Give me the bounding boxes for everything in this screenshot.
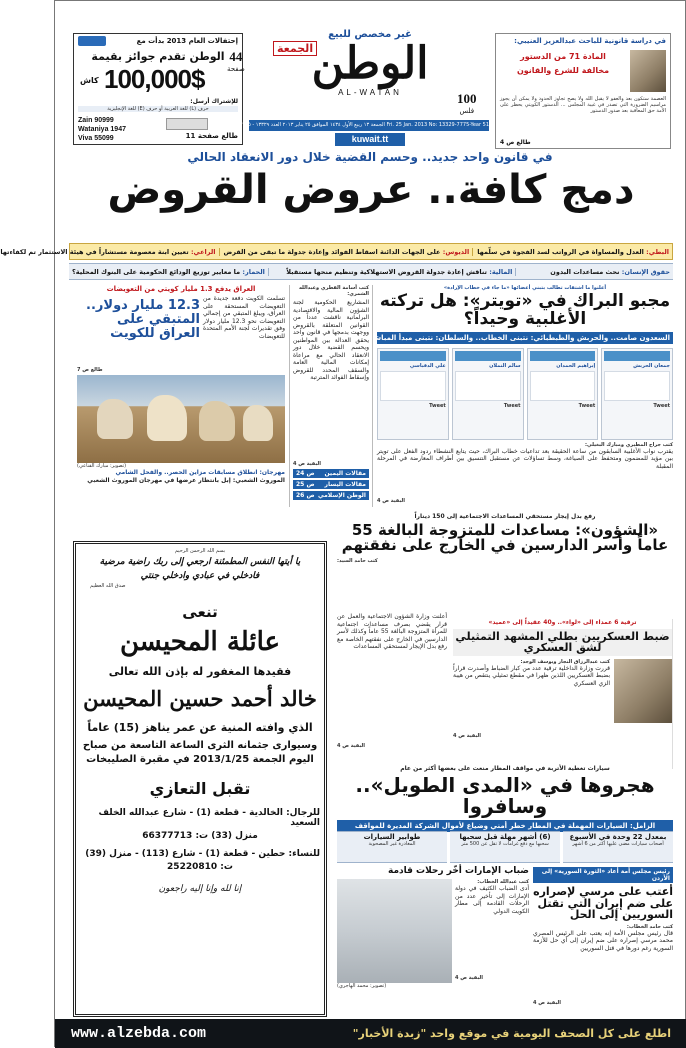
- emirates-story: [337, 867, 529, 1017]
- obit-condolence: تقبل التعازي: [149, 779, 251, 798]
- airport-kicker: سيارات تغطية الأتربة في مواقف المطار منعت على بعضها أكثر من عام: [400, 765, 610, 772]
- lead-headline: دمج كافة.. عروض القروض: [107, 167, 635, 213]
- strip1-item: الديوس: على الجهات الدائنة اسقاط الفوائد وإعادة جدولة ما تبقى من القرض: [224, 248, 474, 256]
- morsi-story: [533, 867, 673, 1017]
- airport-story: [337, 765, 673, 829]
- teaser-box: [495, 33, 671, 149]
- military-more[interactable]: البقية ص 4: [453, 732, 481, 739]
- ad-numbers: [78, 116, 126, 143]
- tweets-row: [377, 348, 673, 440]
- tweet-card: إبراهيم الحمدان Tweet: [527, 348, 599, 440]
- strip2-item: المالية: تناقش إعادة جدولة القروض الاستهلاكية وتنظيم منحها مستقبلاً: [273, 268, 516, 276]
- day-badge: الجمعة: [273, 41, 317, 56]
- middle-column: [289, 285, 373, 507]
- camels-photo: [77, 375, 285, 463]
- iraq-headline: 12.3 مليار دولار.. المتبقي على العراق للكويت: [86, 298, 200, 341]
- obit-age: الذي وافته المنية عن عمر يناهز (15) عاماً: [87, 721, 313, 734]
- military-content: [453, 659, 672, 739]
- military-caption: كتب عبدالرزاق النجار ويوسف الوجد:: [520, 658, 610, 665]
- airport-bar: الزامل: السيارات المهملة في المطار خطر أمني وضياع لأموال الشركة المديرة للمواقف: [337, 820, 673, 832]
- ad-more: طالع صفحة 11: [185, 132, 238, 140]
- iraq-body: تسلمت الكويت دفعة جديدة من التعويضات المستحقة على العراق، ويبلغ المتبقي من إجمالي التعويضات نحو 12.3 مليار دولار وفق تقديرات لجنة الأمم المتحدة للتعويضات: [203, 295, 285, 340]
- section-link[interactable]: مقالات اليمين ص 24: [293, 469, 369, 478]
- pages-count: 44 صفحة: [227, 49, 245, 73]
- military-body: قررت وزارة الداخلية ترقية عدد من كبار الضباط وأصدرت قراراً بضبط العسكريين اللذين ظهرا في مقطع تمثيلي ينتقص من هيبة الزي العسكري: [453, 664, 610, 687]
- barrak-caption: كتب جراح المطيري ومبارك البغيلي:: [585, 441, 673, 448]
- military-photo: [614, 659, 672, 723]
- teaser-line1: المادة 71 من الدستور: [520, 52, 606, 61]
- footer-url[interactable]: www.alzebda.com: [71, 1025, 207, 1042]
- obituary-box: [73, 541, 327, 1017]
- photo-caption: مهرجان: انطلاق مسابقات مزاين الحصر.. والفحل الشامي: [115, 469, 285, 477]
- iraq-top: [77, 295, 285, 367]
- price: 100 فلس: [457, 91, 477, 115]
- twitter-header-icon: [455, 351, 521, 361]
- strip2-item: حقوق الإنسان: نحث مساعدات البدون: [550, 267, 670, 276]
- emirates-photo-credit: (تصوير: محمد الهاجري): [337, 983, 387, 990]
- emirates-more[interactable]: البقية ص 4: [455, 975, 483, 982]
- obit-burial-2: اليوم الجمعة 2013/1/25 في مقبرة الصليبخات: [86, 754, 314, 765]
- ad-sub1: للإشتراك أرسل:: [190, 98, 238, 105]
- iraq-kicker: العراق يدفع 1.3 مليار كويتي من التعويضات: [106, 285, 256, 293]
- teaser-line2: مخالفة للشرع والقانون: [516, 66, 610, 75]
- obit-verse-ref: صدق الله العظيم: [90, 583, 126, 589]
- fog-photo: [337, 879, 452, 983]
- morsi-body: قال رئيس مجلس الأمة إنه يعتب على الرئيس المصري محمد مرسي إصراره على ضم إيران إلى أي حل للأزمة السورية رغم دورها في قتل السوريين: [533, 929, 673, 952]
- emirates-body: أدى الضباب الكثيف في دولة الإمارات إلى تأخير عدد من الرحلات القادمة إلى مطار الكويت الدولي: [455, 885, 529, 915]
- teaser-more[interactable]: طالع ص 4: [500, 139, 531, 146]
- ad-number-zain: Zain 90999: [78, 117, 114, 124]
- airport-item: (6) أشهر مهلة قبل سحبها سحبها مع دفع غرامات لا تقل عن 500 متر: [450, 831, 560, 863]
- middle-body: المشاريع الحكومية لجنة الشؤون المالية والاقتصادية البرلمانية ناقشت عدداً من القوانين المتعلقة بالقروض ووجهت بدمجها في قانون واحد يحقق العدالة بين المواطنين ويحسم القضية خلال دور الانعقاد الحالي مع مراعاة إمكانات المالية العامة والسقف المحدد للقروض وإسقاط الفوائد المترتبة: [293, 299, 369, 381]
- obit-closing: إنا لله وإنا إليه راجعون: [158, 884, 242, 894]
- photo-caption-2: الموروث الشعبي: إبل بانتظار عرضها في مهرجان الموروث الشعبي: [87, 476, 285, 484]
- twitter-header-icon: [604, 351, 670, 361]
- airport-item: بمعدل 22 وحدة في الأسبوع أصحاب سيارات مضى عليها أكثر من 6 أشهر: [563, 831, 673, 863]
- section-links: [293, 469, 369, 500]
- strip-quotes-2: [69, 263, 673, 280]
- footer-banner[interactable]: [55, 1019, 686, 1048]
- ad-number-viva: Viva 55099: [78, 135, 114, 143]
- social-more[interactable]: البقية ص 4: [337, 743, 365, 749]
- morsi-caption: كتب حامد الخطاب:: [626, 923, 673, 930]
- barrak-kicker: أعلنوا ما اشتقات تطالب بتبني أعضائها «ما جاء في خطاب الإرادة»: [443, 285, 607, 291]
- morsi-kicker: رئيس مجلس أمة أعاد «الثورة السورية» إلى الأردن: [533, 867, 673, 883]
- emirates-kicker: ضباب الإمارات أخّر رحلات قادمة: [387, 866, 529, 876]
- ad-product-icon: [166, 118, 208, 130]
- footer-tagline: اطلع على كل الصحف اليومية في موقع واحد "زبدة الأخبار": [352, 1027, 671, 1040]
- masthead-url[interactable]: kuwait.tt: [335, 133, 405, 146]
- morsi-more[interactable]: البقية ص 4: [533, 999, 561, 1006]
- social-kicker: رفع بدل إيجار مستحقي المساعدات الاجتماعية إلى 150 ديناراً: [414, 513, 596, 520]
- ad-sub2: حرف (L) للغة العربية أو حرف (E) للغة الإنجليزية: [78, 106, 238, 112]
- ad-line1: الوطن تقدم جوائز بقيمة: [91, 50, 225, 63]
- middle-author: كتب أسامة القطري وعبدالله الشمري:: [299, 285, 369, 297]
- military-headline: ضبط العسكريين بطلي المشهد التمثيلي لشق العسكري: [453, 629, 672, 656]
- section-link[interactable]: الوطن الإسلامي ص 26: [293, 491, 369, 500]
- barrak-bar: السعدون صامت.. والحربش والطبطبائي: نتبنى الخطاب.. والسلطان: نتبنى مبدأ المباشرة فيه: [377, 332, 673, 344]
- social-body: أعلنت وزارة الشؤون الاجتماعية والعمل عن قرار يقضي بصرف مساعدات اجتماعية للمرأة المتزوجة البالغة 55 عاماً وكذلك لأسر الدارسين في الخارج على نفقتهم الخاصة مع رفع بدل الإيجار لمستحقي المساعدات: [337, 613, 447, 650]
- obit-family: عائلة المحيسن: [119, 627, 281, 657]
- iraq-more[interactable]: طالع ص 7: [77, 367, 103, 374]
- masthead-tagline: غير مخصص للبيع: [328, 29, 412, 40]
- strip2-item: الحمار: ما معايير توزيع الودائع الحكومية على البنوك المحلية؟: [72, 268, 269, 276]
- camel-shape: [97, 399, 133, 439]
- ad-top: إحتفالات العام 2013 بدأت مع: [136, 37, 238, 45]
- tweet-card: جمعان الحربش Tweet: [601, 348, 673, 440]
- lead-kicker: في قانون واحد جديد.. وحسم القضية خلال دور الانعقاد الحالي: [187, 150, 553, 164]
- emirates-content: [337, 879, 529, 989]
- camel-shape: [147, 395, 187, 441]
- twitter-header-icon: [530, 351, 596, 361]
- teaser-title: في دراسة قانونية للباحث عبدالعزيز العنيبي:: [514, 37, 666, 45]
- strip-quotes-1: [0, 243, 673, 260]
- airport-items: [337, 831, 673, 863]
- morsi-headline: أعتب على مرسي لإصراره على ضم إيران التي تقتل السوريين إلى الحل: [533, 885, 673, 922]
- obit-men-2: منزل (33) ت: 66377713: [142, 831, 258, 841]
- obit-name: خالد أحمد حسين المحيسن: [83, 686, 317, 711]
- obit-burial-1: وسيوارى جثمانه الثرى الساعة التاسعة من صباح: [82, 740, 318, 751]
- photo-credit: (تصوير: مبارك القناعي): [77, 463, 127, 470]
- tweet-card: علي الدقباسي Tweet: [377, 348, 449, 440]
- twitter-header-icon: [380, 351, 446, 361]
- masthead-logo-block: [265, 29, 475, 121]
- iraq-story: [77, 285, 285, 505]
- masthead-latin: AL-WATAN: [338, 88, 402, 98]
- camel-shape: [243, 405, 273, 441]
- barrak-body: يقترب نواب الأغلبية السابقون من ساعة الحقيقة بعد تداعيات خطاب البراك، حيث يتابع النشطاء ردود الفعل على تويتر بين مؤيد للمضمون ومتحفظ على الصياغة، وسط تساؤلات عن مستقبل التنسيق بين أطراف المعارضة في المرحلة المقبلة: [377, 447, 673, 470]
- teaser-body: العصمة ستكون بعد والعفو لا يقبل الله ولا يصح تجاوز الحدود ولا يمكن أن يجوز مراسيم الضرورة التي تصدر في غيبة المجلس ... الدستور الكويتي يحظر على الأمة حق المعاقبة بعد صدور الدستور: [500, 96, 666, 114]
- obit-sub: فقيدها المغفور له بإذن الله تعالى: [108, 665, 292, 678]
- middle-more[interactable]: البقية ص 4: [293, 461, 321, 467]
- barrak-story: [351, 285, 673, 505]
- military-story: [453, 619, 673, 769]
- barrak-headline: مجبو البراك في «تويتر»: هل تركته الأغلبية وحيداً؟: [379, 291, 671, 329]
- ad-number-wataniya: Wataniya 1947: [78, 126, 126, 134]
- obit-basmala: بسم الله الرحمن الرحيم: [174, 548, 226, 554]
- social-caption: كتب حامد السيد:: [337, 558, 378, 564]
- teaser-portrait: [630, 50, 666, 92]
- camel-shape: [199, 401, 235, 441]
- tweet-card: سالم النملان Tweet: [452, 348, 524, 440]
- obit-women: للنساء: حطين - قطعة (1) - شارع (113) - منزل (39): [85, 849, 320, 859]
- date-line: Fri. 25 Jan. 2013 No: 13329-7775-Year 51 الجمعة ١٣ ربيع الأول ١٤٣٤ الموافق ٢٥ يناير ٢٠١٣ العدد ١٣٣٢٩ - ٧٧٧٥ - السنة ٥١: [249, 120, 489, 131]
- ad-cash: كاش: [80, 76, 99, 85]
- strip1-item: الراعي: تعيين ابنة معصومة مستشاراً في هيئة الاستثمار تم لكفاءتها: [0, 248, 219, 256]
- barrak-more[interactable]: البقية ص 4: [377, 497, 405, 504]
- obit-intro: تنعى: [182, 603, 218, 621]
- social-headline: «الشؤون»: مساعدات للمتزوجة البالغة 55 عاماً وأسر الدارسين في الخارج على نفقتهم: [341, 520, 669, 555]
- strip1-item: البطي: العدل والمساواة في الرواتب لسد الفجوة في سلّمها: [477, 247, 669, 256]
- obit-men: للرجال: الخالدية - قطعة (1) - شارع عبدالله الخلف السعيد: [98, 808, 320, 828]
- ad-amount: 100,000$: [104, 64, 205, 94]
- ad-logo-icon: [78, 36, 106, 46]
- section-link[interactable]: مقالات اليسار ص 25: [293, 480, 369, 489]
- airport-headline: هجروها في «المدى الطويل».. وسافروا: [355, 772, 655, 818]
- military-kicker: ترقية 6 عمداء إلى «لواء».. و40 عقيداً إلى «عميد»: [488, 619, 637, 626]
- obit-women-2: ت: 25220810: [167, 862, 233, 872]
- airport-item: طوابير السيارات المغادرة غير المصحوبة: [337, 831, 447, 863]
- social-body-column: [337, 613, 447, 763]
- masthead-logo: الوطن: [311, 38, 429, 89]
- obit-verse: يا أيتها النفس المطمئنة ارجعي إلى ربك راضية مرضية فادخلي في عبادي وادخلي جنتي: [99, 557, 301, 581]
- social-story: [337, 513, 673, 621]
- emirates-caption: كتب عبدالله الخطاب:: [477, 879, 529, 886]
